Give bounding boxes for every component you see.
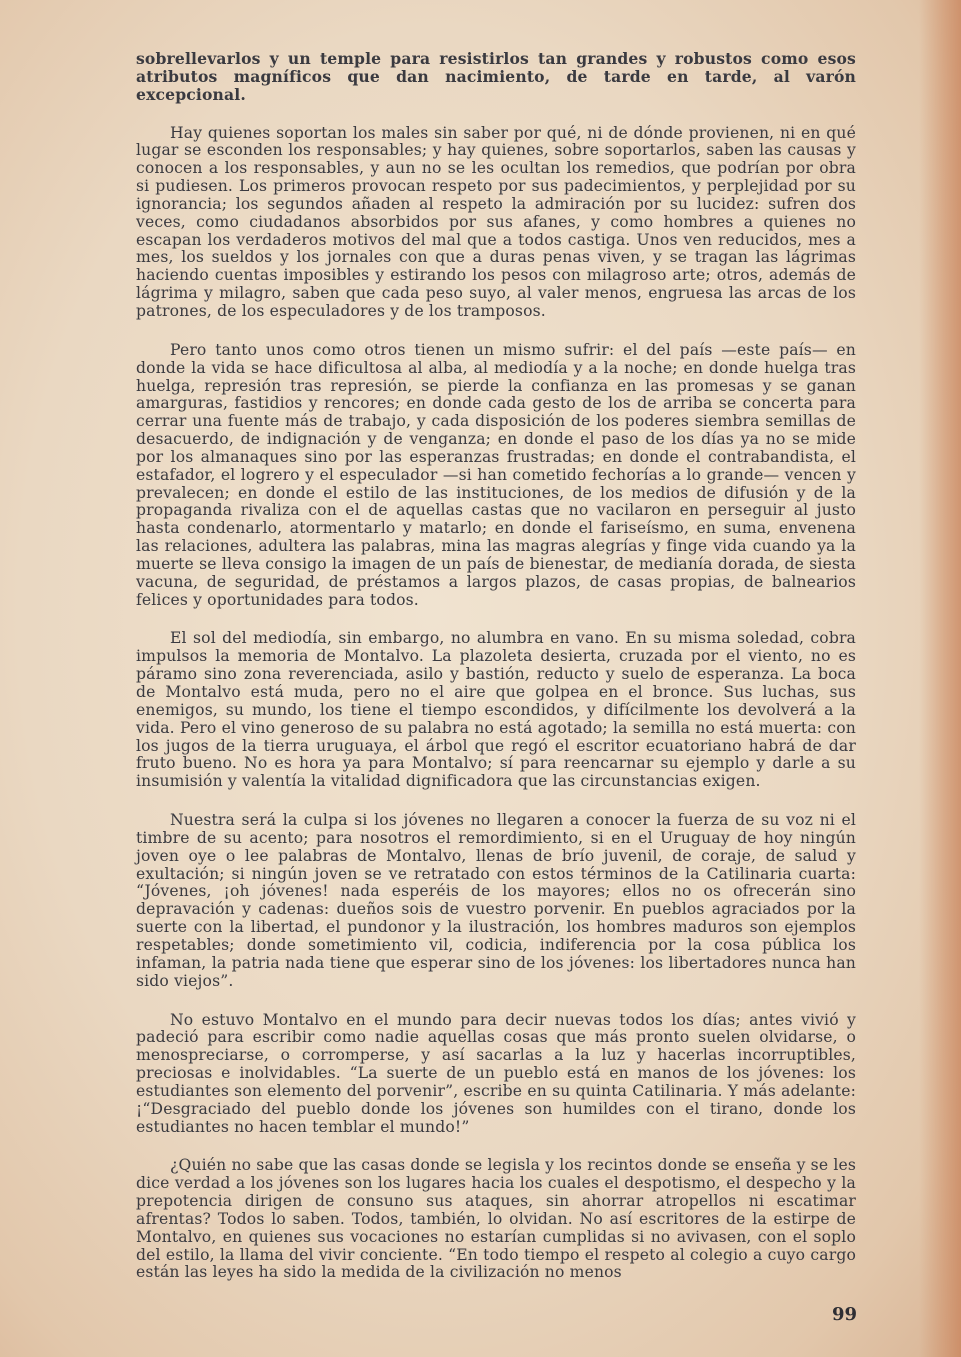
paragraph-4: El sol del mediodía, sin embargo, no alumbra en vano. En su misma soledad, cobra impulsos la memoria de Montalvo. La plazoleta desierta, cruzada por el viento, no es páramo sino zona reverenciada, asilo y bastión, reducto y suelo de esperanza. La boca de Montalvo está muda, pero no el aire que golpea en el bronce. Sus luchas, sus enemigos, su mundo, los tiene el tiempo escondidos, y difícilmente los devolverá a la vida. Pero el vino generoso de su palabra no está agotado; la semilla no está muerta: con los jugos de la tierra uruguaya, el árbol que regó el escritor ecuatoriano habrá de dar fruto bueno. No es hora ya para Montalvo; sí para reencarnar su ejemplo y darle a su insumisión y valentía la vitalidad dignificadora que las circunstancias exigen. bbox=[136, 629, 856, 791]
paragraph-7: ¿Quién no sabe que las casas donde se legisla y los recintos donde se enseña y se les dice verdad a los jóvenes son los lugares hacia los cuales el despotismo, el despecho y la prepotencia dirigen de consuno sus ataques, sin ahorrar atropellos ni escatimar afrentas? Todos lo saben. Todos, también, lo olvidan. No así escritores de la estirpe de Montalvo, en quienes sus vocaciones no estarían cumplidas si no avivasen, con el soplo del estilo, la llama del vivir conciente. “En todo tiempo el respeto al colegio a cuyo cargo están las leyes ha sido la medida de la civilización no menos bbox=[136, 1156, 856, 1282]
page-number: 99 bbox=[832, 1304, 858, 1325]
paragraph-3: Pero tanto unos como otros tienen un mismo sufrir: el del país —este país— en donde la vida se hace dificultosa al alba, al mediodía y a la noche; en donde huelga tras huelga, represión tras represión, se pierde la confianza en las promesas y se ganan amarguras, fastidios y rencores; en donde cada gesto de los de arriba se concerta para cerrar una fuente más de trabajo, y cada disposición de los poderes siembra semillas de desacuerdo, de indignación y de venganza; en donde el paso de los días ya no se mide por los almanaques sino por las esperanzas frustradas; en donde el contrabandista, el estafador, el logrero y el especulador —si han cometido fechorías a lo grande— vencen y prevalecen; en donde el estilo de las instituciones, de los medios de difusión y de la propaganda rivaliza con el de aquellas castas que no vacilaron en perseguir al justo hasta condenarlo, atormentarlo y matarlo; en donde el fariseísmo, en suma, envenena las relaciones, adultera las palabras, mina las magras alegrías y finge vida cuando ya la muerte se lleva consigo la imagen de un país de bienestar, de medianía dorada, de siesta vacuna, de seguridad, de préstamos a largos plazos, de casas propias, de balnearios felices y oportunidades para todos. bbox=[136, 340, 856, 609]
body-text bbox=[136, 50, 856, 1303]
paragraph-6: No estuvo Montalvo en el mundo para decir nuevas todos los días; antes vivió y padeció para escribir como nadie aquellas cosas que más pronto suelen olvidarse, o menospreciarse, o corromperse, y así sacarlas a la luz y hacerlas incorruptibles, preciosas e inolvidables. “La suerte de un pueblo está en manos de los jóvenes: los estudiantes son elemento del porvenir”, escribe en su quinta Catilinaria. Y más adelante: ¡“Desgraciado del pueblo donde los jóvenes son humildes con el tirano, donde los estudiantes no hacen temblar el mundo!” bbox=[136, 1010, 856, 1136]
paragraph-1: sobrellevarlos y un temple para resistirlos tan grandes y robustos como esos atributos magníficos que dan nacimiento, de tarde en tarde, al varón excepcional. bbox=[136, 49, 856, 104]
paragraph-5: Nuestra será la culpa si los jóvenes no llegaren a conocer la fuerza de su voz ni el timbre de su acento; para nosotros el remordimiento, si en el Uruguay de hoy ningún joven oye o lee palabras de Montalvo, llenas de brío juvenil, de coraje, de salud y exultación; si ningún joven se ve retratado con estos términos de la Catilinaria cuarta: “Jóvenes, ¡oh jóvenes! nada esperéis de los mayores; ellos no os ofrecerán sino depravación y cadenas: dueños sois de vuestro porvenir. En pueblos agraciados por la suerte con la libertad, el pundonor y la ilustración, los hombres maduros son ejemplos respetables; donde sometimiento vil, codicia, indiferencia por la cosa pública los infaman, la patria nada tiene que esperar sino de los jóvenes: los libertadores nunca han sido viejos”. bbox=[136, 811, 856, 990]
paragraph-2: Hay quienes soportan los males sin saber por qué, ni de dónde provienen, ni en qué lugar se esconden los responsables; y hay quienes, sobre soportarlos, saben las causas y conocen a los responsables, y aun no se les ocultan los remedios, que podrían por obra si pudiesen. Los primeros provocan respeto por sus padecimientos, y perplejidad por su ignorancia; los segundos añaden al respeto la admiración por su lucidez: sufren dos veces, como ciudadanos absorbidos por sus afanes, y como hombres a quienes no escapan los verdaderos motivos del mal que a todos castiga. Unos ven reducidos, mes a mes, los sueldos y los jornales con que a duras penas viven, y se tragan las lágrimas haciendo cuentas imposibles y estirando los pesos con milagroso arte; otros, además de lágrima y milagro, saben que cada peso suyo, al valer menos, engruesa las arcas de los patrones, de los especuladores y de los tramposos. bbox=[136, 123, 856, 320]
